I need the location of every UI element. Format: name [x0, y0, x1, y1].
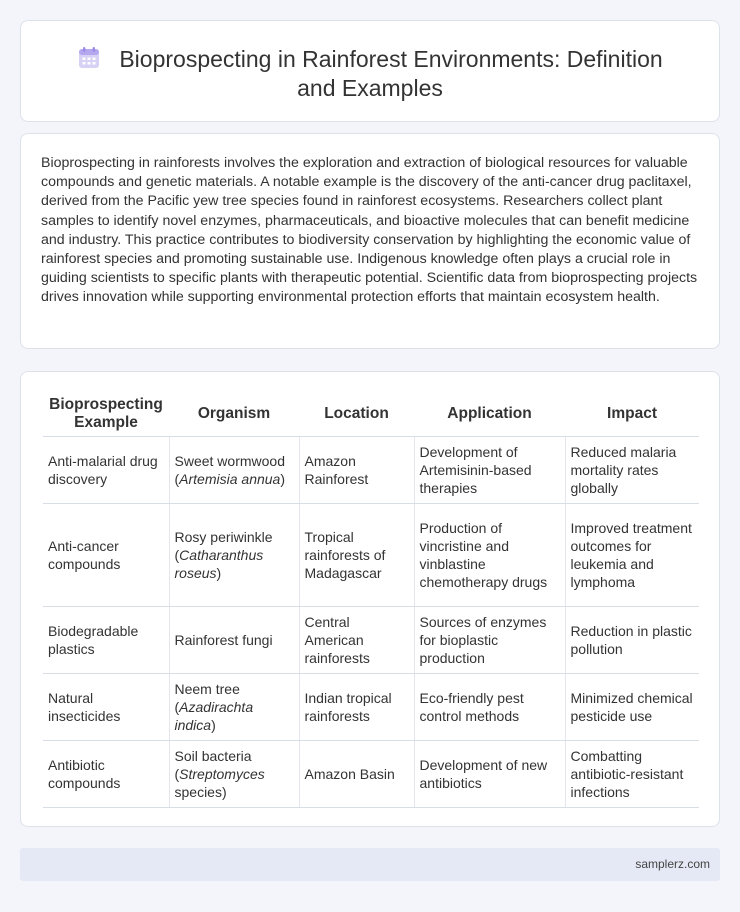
cell-location: Indian tropical rainforests	[299, 674, 414, 741]
cell-impact: Combatting antibiotic-resistant infections	[565, 741, 699, 808]
organism-tail: )	[211, 717, 216, 733]
header-organism: Organism	[169, 394, 299, 437]
intro-paragraph: Bioprospecting in rainforests involves the exploration and extraction of biological resources for valuable compounds and genetic materials. A notable example is the discovery of the anti-cancer drug paclitaxel, derived from the Pacific yew tree species found in rainforest ecosystems. Researchers collect plant samples to identify novel enzymes, pharmaceuticals, and bioactive molecules that can benefit medicine and industry. This practice contributes to biodiversity conservation by highlighting the economic value of rainforest species and promoting sustainable use. Indigenous knowledge often plays a crucial role in guiding scientists to specific plants with therapeutic potential. Scientific data from bioprospecting projects drives innovation while supporting environmental protection efforts that maintain ecosystem health.	[41, 155, 698, 306]
header-location: Location	[299, 394, 414, 437]
table-header-row	[43, 394, 699, 437]
organism-latin: Streptomyces	[179, 766, 265, 782]
cell-application: Development of Artemisinin-based therapies	[414, 437, 565, 504]
cell-location: Central American rainforests	[299, 607, 414, 674]
table-row	[43, 437, 699, 504]
cell-location: Amazon Rainforest	[299, 437, 414, 504]
cell-organism	[169, 741, 299, 808]
cell-organism	[169, 607, 299, 674]
cell-application: Production of vincristine and vinblastine chemotherapy drugs	[414, 504, 565, 607]
organism-common: Sweet wormwood (	[174, 453, 285, 487]
organism-common: Rosy periwinkle (	[174, 529, 273, 563]
table-row	[43, 504, 699, 607]
organism-common: Soil bacteria (	[174, 748, 252, 782]
organism-latin: Azadirachta indica	[174, 699, 254, 733]
cell-example: Antibiotic compounds	[43, 741, 169, 808]
table-row	[43, 674, 699, 741]
organism-latin: Catharanthus roseus	[174, 547, 264, 581]
cell-example: Anti-cancer compounds	[43, 504, 169, 607]
cell-example: Natural insecticides	[43, 674, 169, 741]
cell-impact: Reduction in plastic pollution	[565, 607, 699, 674]
cell-application: Eco-friendly pest control methods	[414, 674, 565, 741]
header-impact: Impact	[565, 394, 699, 437]
cell-impact: Reduced malaria mortality rates globally	[565, 437, 699, 504]
title-card	[20, 20, 720, 122]
table-card	[20, 371, 720, 827]
examples-table	[43, 394, 699, 808]
cell-organism	[169, 674, 299, 741]
table-row	[43, 607, 699, 674]
footer-bar	[20, 848, 720, 881]
header-example: Bioprospecting Example	[43, 394, 169, 437]
footer-site-link[interactable]: samplerz.com	[635, 857, 710, 871]
organism-common: Neem tree (	[174, 681, 240, 715]
page-title: Bioprospecting in Rainforest Environments: Definition and Examples	[119, 46, 663, 101]
cell-location: Tropical rainforests of Madagascar	[299, 504, 414, 607]
organism-common: Rainforest fungi	[174, 632, 273, 648]
cell-impact: Improved treatment outcomes for leukemia and lymphoma	[565, 504, 699, 607]
cell-organism	[169, 437, 299, 504]
cell-organism	[169, 504, 299, 607]
cell-location: Amazon Basin	[299, 741, 414, 808]
organism-tail: )	[280, 471, 286, 487]
intro-card	[20, 133, 720, 349]
cell-impact: Minimized chemical pesticide use	[565, 674, 699, 741]
cell-example: Anti-malarial drug discovery	[43, 437, 169, 504]
table-row	[43, 741, 699, 808]
calendar-icon	[77, 46, 101, 70]
header-application: Application	[414, 394, 565, 437]
cell-application: Development of new antibiotics	[414, 741, 565, 808]
cell-example: Biodegradable plastics	[43, 607, 169, 674]
organism-tail: species)	[174, 784, 227, 800]
cell-application: Sources of enzymes for bioplastic production	[414, 607, 565, 674]
organism-latin: Artemisia annua	[179, 471, 281, 487]
title-wrap	[61, 45, 679, 103]
organism-tail: )	[216, 565, 222, 581]
